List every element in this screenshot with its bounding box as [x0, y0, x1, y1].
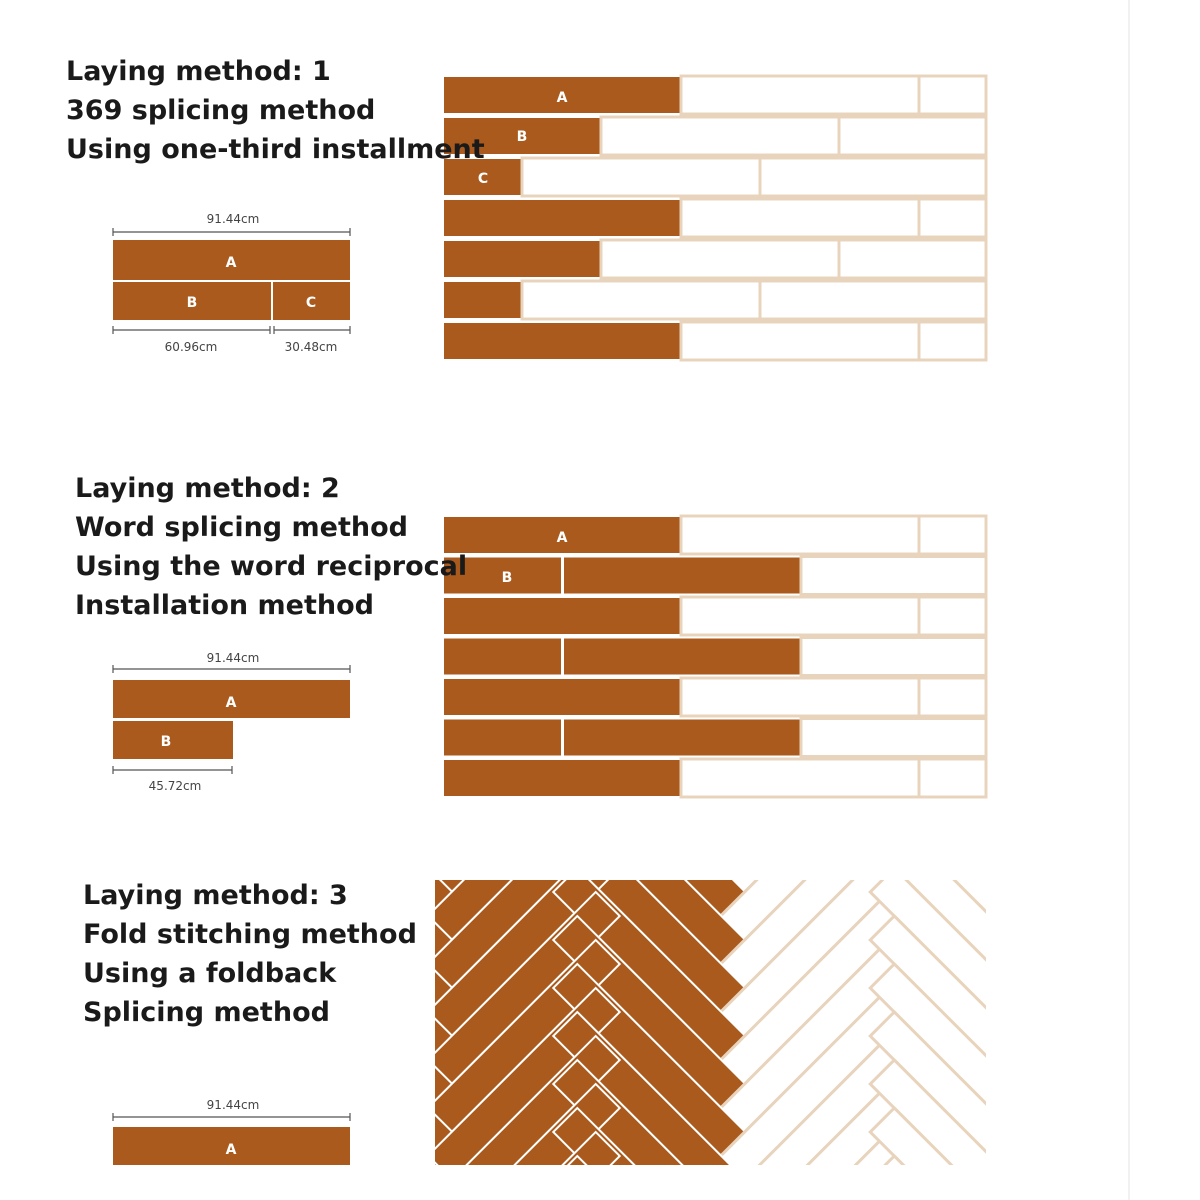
method-1-title: Laying method: 1 [66, 56, 331, 87]
white-plank [681, 597, 919, 635]
method-2-description: Using the word reciprocal [75, 551, 468, 582]
white-herringbone-plank [1036, 940, 1200, 1134]
method-2-pattern [443, 516, 986, 797]
plank-b-length: 45.72cm [148, 779, 202, 793]
white-herringbone-plank [1036, 604, 1200, 798]
white-plank [601, 240, 839, 278]
method-2-description-2: Installation method [75, 590, 374, 621]
white-plank [919, 516, 986, 554]
pattern-1-label-b: B [516, 129, 528, 145]
white-plank [839, 240, 986, 278]
brown-plank [563, 719, 801, 757]
method-1-subtitle: 369 splicing method [66, 95, 376, 126]
white-plank [801, 557, 986, 595]
white-herringbone-plank [1036, 1036, 1200, 1200]
white-plank [681, 322, 919, 360]
white-herringbone-plank [1036, 508, 1200, 702]
white-plank [760, 158, 986, 196]
plank-b-length: 60.96cm [164, 340, 218, 354]
white-herringbone-plank [1036, 556, 1200, 750]
plank-a-label: A [225, 255, 237, 271]
brown-plank [563, 557, 801, 595]
white-herringbone-plank [1036, 652, 1200, 846]
white-herringbone-plank [1036, 988, 1200, 1182]
pattern-2-label-b: B [501, 570, 513, 586]
method-1-overall-length: 91.44cm [206, 212, 260, 226]
brown-herringbone-plank [260, 628, 454, 822]
method-3-title: Laying method: 3 [83, 880, 348, 911]
white-plank [919, 597, 986, 635]
method-2-title: Laying method: 2 [75, 473, 340, 504]
method-3-parts-legend [113, 1098, 350, 1165]
white-herringbone-plank [1036, 748, 1200, 942]
brown-plank [443, 199, 681, 237]
white-plank [681, 199, 919, 237]
brown-plank [443, 597, 681, 635]
white-herringbone-plank [1036, 1132, 1200, 1200]
brown-plank [443, 759, 681, 797]
method-1-pattern [443, 76, 986, 360]
brown-herringbone-plank [426, 1180, 620, 1200]
white-plank [681, 759, 919, 797]
brown-plank [563, 638, 801, 676]
method-1-parts-legend [113, 212, 350, 354]
plank-c-length: 30.48cm [284, 340, 338, 354]
white-plank [601, 117, 839, 155]
white-plank [681, 516, 919, 554]
white-plank [919, 322, 986, 360]
method-1-description: Using one-third installment [66, 134, 485, 165]
white-plank [522, 158, 760, 196]
white-herringbone-plank [719, 1180, 913, 1200]
plank-c-label: C [305, 295, 317, 311]
white-plank [919, 678, 986, 716]
method-3-description-2: Splicing method [83, 997, 330, 1028]
white-herringbone-plank [1036, 1084, 1200, 1200]
method-2-heading [75, 469, 467, 625]
white-herringbone-plank [1036, 700, 1200, 894]
brown-plank [443, 281, 522, 319]
method-1-heading [66, 52, 485, 169]
method-3-heading [83, 876, 417, 1032]
method-2-parts-legend [113, 651, 350, 793]
plank-a-label: A [225, 695, 237, 711]
plank-b-label: B [186, 295, 198, 311]
method-3-overall-length: 91.44cm [206, 1098, 260, 1112]
white-plank [919, 199, 986, 237]
method-3-subtitle: Fold stitching method [83, 919, 417, 950]
white-plank [919, 76, 986, 114]
plank-b-label: B [160, 734, 172, 750]
white-plank [801, 719, 986, 757]
white-plank [681, 76, 919, 114]
brown-plank [443, 678, 681, 716]
brown-plank [443, 240, 601, 278]
brown-plank [443, 322, 681, 360]
plank-b [113, 721, 233, 759]
method-2-overall-length: 91.44cm [206, 651, 260, 665]
white-herringbone-plank [1036, 844, 1200, 1038]
method-3-description: Using a foldback [83, 958, 337, 989]
white-plank [839, 117, 986, 155]
brown-plank [443, 638, 562, 676]
white-herringbone-plank [1036, 796, 1200, 990]
brown-plank [443, 719, 562, 757]
white-plank [801, 638, 986, 676]
white-plank [681, 678, 919, 716]
method-2-subtitle: Word splicing method [75, 512, 408, 543]
white-herringbone-plank [1036, 1180, 1200, 1200]
white-herringbone-plank [1036, 892, 1200, 1086]
pattern-2-label-a: A [556, 530, 568, 546]
white-plank [522, 281, 760, 319]
white-plank [919, 759, 986, 797]
plank-a-label: A [225, 1142, 237, 1158]
white-plank [760, 281, 986, 319]
pattern-1-label-a: A [556, 90, 568, 106]
pattern-1-label-c: C [477, 171, 489, 187]
brown-herringbone-plank [260, 1012, 454, 1200]
